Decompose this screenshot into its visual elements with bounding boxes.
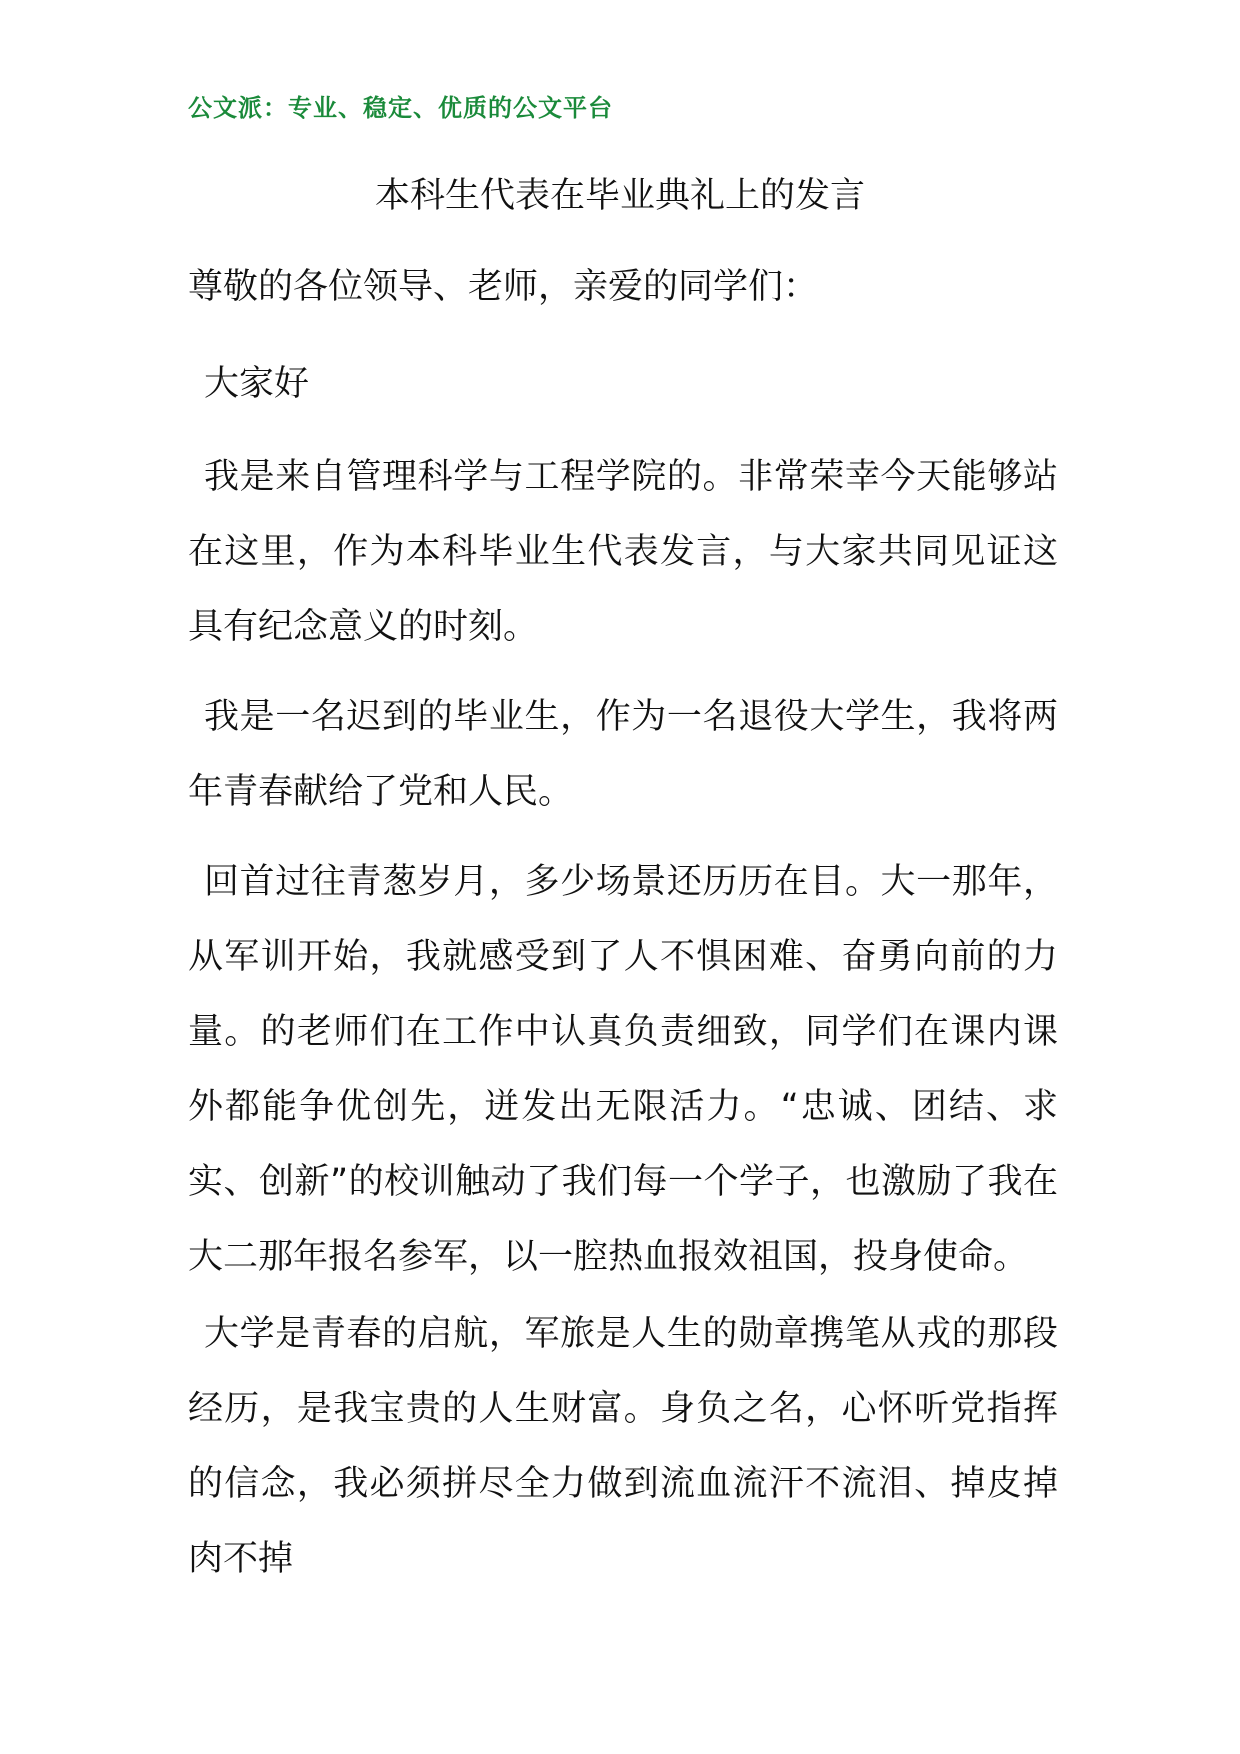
body-paragraph-3: 回首过往青葱岁月，多少场景还历历在目。大一那年，从军训开始，我就感受到了人不惧困难、奋勇向前的力量。的老师们在工作中认真负责细致，同学们在课内课外都能争优创先，迸发出无限活力。“忠诚、团结、求实、创新”的校训触动了我们每一个学子，也激励了我在大二那年报名参军，以一腔热血报效祖国，投身使命。 — [188, 862, 1058, 1277]
greeting-line: 大家好 — [204, 364, 310, 404]
salutation-line: 尊敬的各位领导、老师，亲爱的同学们： — [188, 267, 819, 307]
document-title: 本科生代表在毕业典礼上的发言 — [374, 176, 865, 216]
body-paragraph-2: 我是一名迟到的毕业生，作为一名退役大学生，我将两年青春献给了党和人民。 — [188, 697, 1058, 812]
body-paragraph-4: 大学是青春的启航，军旅是人生的勋章携笔从戎的那段经历，是我宝贵的人生财富。身负之名，心怀听党指挥的信念，我必须拼尽全力做到流血流汗不流泪、掉皮掉肉不掉 — [188, 1314, 1058, 1579]
body-paragraph-1: 我是来自管理科学与工程学院的。非常荣幸今天能够站在这里，作为本科毕业生代表发言，与大家共同见证这具有纪念意义的时刻。 — [188, 457, 1058, 647]
site-tagline-header: 公文派：专业、稳定、优质的公文平台 — [188, 94, 613, 122]
